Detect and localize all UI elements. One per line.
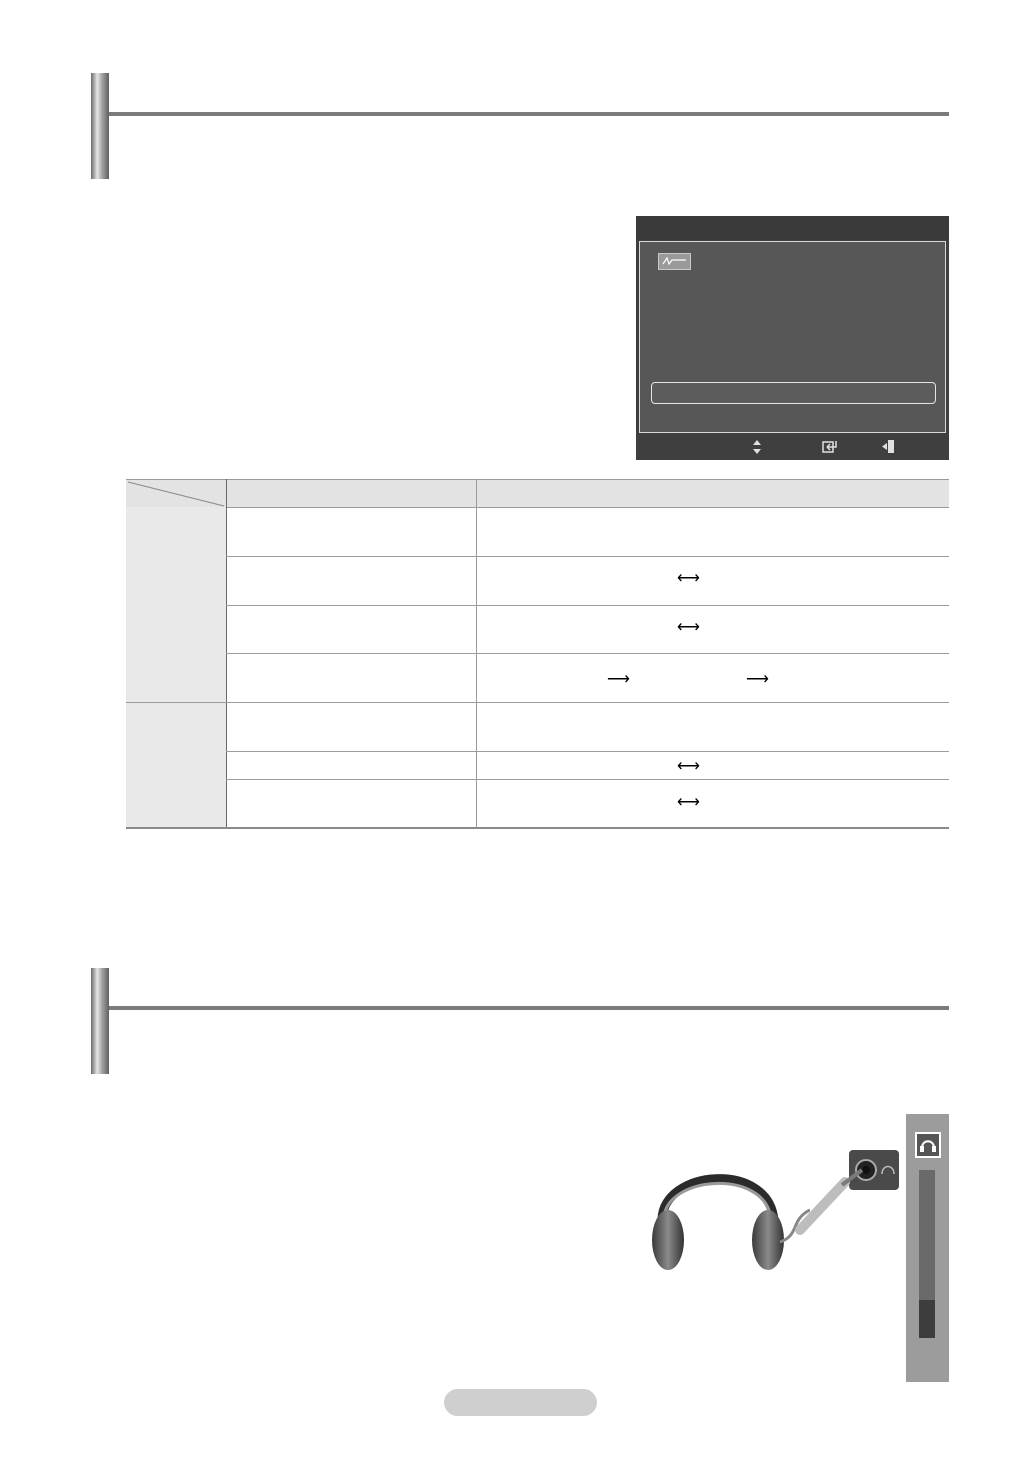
row-divider [226, 605, 949, 606]
tv-menu-selection-field[interactable] [651, 382, 936, 404]
table-col-divider-2 [476, 479, 477, 829]
srs-logo-icon [658, 253, 691, 270]
row-divider [226, 779, 949, 780]
table-group-cell-2 [126, 703, 226, 828]
table-group-cell-1 [126, 507, 226, 702]
headphone-icon [915, 1132, 941, 1158]
section-tab-2 [91, 968, 109, 1074]
headphone-plug [790, 1160, 870, 1240]
group-divider [126, 702, 949, 703]
section-rule-2 [109, 1006, 949, 1010]
section-rule-1 [109, 112, 949, 116]
volume-side-panel [906, 1114, 949, 1382]
double-arrow: ⟷ [677, 570, 700, 587]
table-corner-diagonal [126, 479, 226, 507]
right-arrow: ⟶ [607, 671, 630, 688]
volume-level-fill [919, 1300, 935, 1338]
up-down-arrow-icon [753, 440, 761, 454]
exit-icon [882, 439, 896, 454]
row-divider [226, 751, 949, 752]
tv-menu-panel [639, 241, 946, 433]
row-divider [226, 653, 949, 654]
table-header-row [126, 479, 949, 508]
table-bottom-border [126, 827, 949, 829]
right-arrow: ⟶ [746, 671, 769, 688]
double-arrow: ⟷ [677, 619, 700, 636]
tv-menu-header [636, 216, 949, 240]
double-arrow: ⟷ [677, 794, 700, 811]
page-number-pill [444, 1389, 597, 1416]
headphones-icon [640, 1160, 810, 1275]
enter-icon [822, 440, 838, 454]
tv-menu-screenshot [636, 216, 949, 460]
mode-table [126, 479, 949, 829]
table-col-divider-1 [226, 479, 227, 829]
row-divider [226, 556, 949, 557]
tv-menu-footer [636, 435, 949, 460]
double-arrow: ⟷ [677, 758, 700, 775]
section-tab-1 [91, 73, 109, 179]
